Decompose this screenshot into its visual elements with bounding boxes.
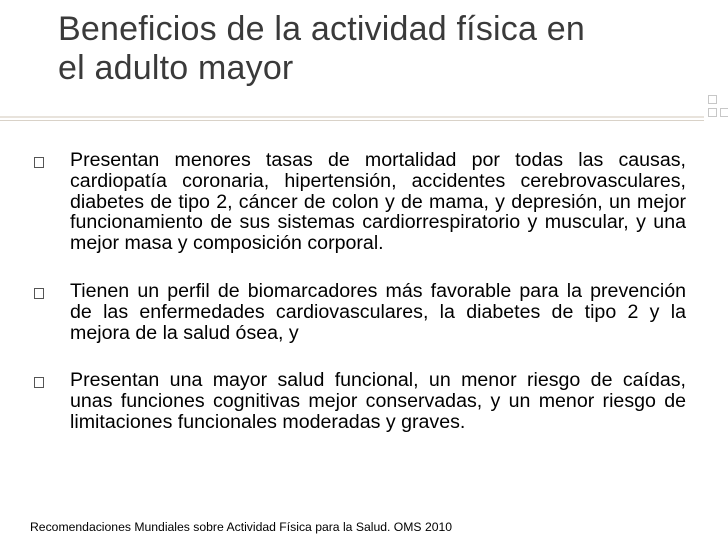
- square-bullet-icon: [34, 288, 44, 299]
- list-item-text: Presentan una mayor salud funcional, un menor riesgo de caídas, unas funciones cognitivas mejor conservadas, y un menor riesgo de limitaciones funcionales moderadas y graves.: [70, 369, 686, 433]
- list-item: [30, 150, 686, 254]
- list-item-text: Presentan menores tasas de mortalidad por todas las causas, cardiopatía coronaria, hipertensión, accidentes cerebrovasculares, diabetes de tipo 2, cáncer de colon y de mama, y depresión, un mejor funcionamiento de sus sistemas cardiorrespiratorio y muscular, y una mejor masa y composición corporal.: [70, 149, 686, 255]
- slide-title: [58, 10, 698, 88]
- square-bullet-icon: [34, 157, 44, 168]
- bullet-list: [30, 150, 686, 460]
- square-bullet-icon: [34, 377, 44, 388]
- slide-title-line-2: el adulto mayor: [58, 49, 294, 87]
- decorative-square-icon: [708, 95, 717, 104]
- list-item: [30, 370, 686, 432]
- decorative-square-icon: [720, 108, 728, 117]
- list-item-text: Tienen un perfil de biomarcadores más favorable para la prevención de las enfermedades cardiovasculares, la diabetes de tipo 2 y la mejora de la salud ósea, y: [70, 279, 686, 344]
- title-area: [0, 0, 728, 110]
- list-item: [30, 281, 686, 343]
- divider-line: [0, 120, 704, 121]
- decorative-square-icon: [708, 108, 717, 117]
- divider-line: [0, 116, 704, 118]
- source-footer: Recomendaciones Mundiales sobre Actividad Física para la Salud. OMS 2010: [30, 520, 453, 534]
- slide-title-line-1: Beneficios de la actividad física en: [58, 10, 585, 48]
